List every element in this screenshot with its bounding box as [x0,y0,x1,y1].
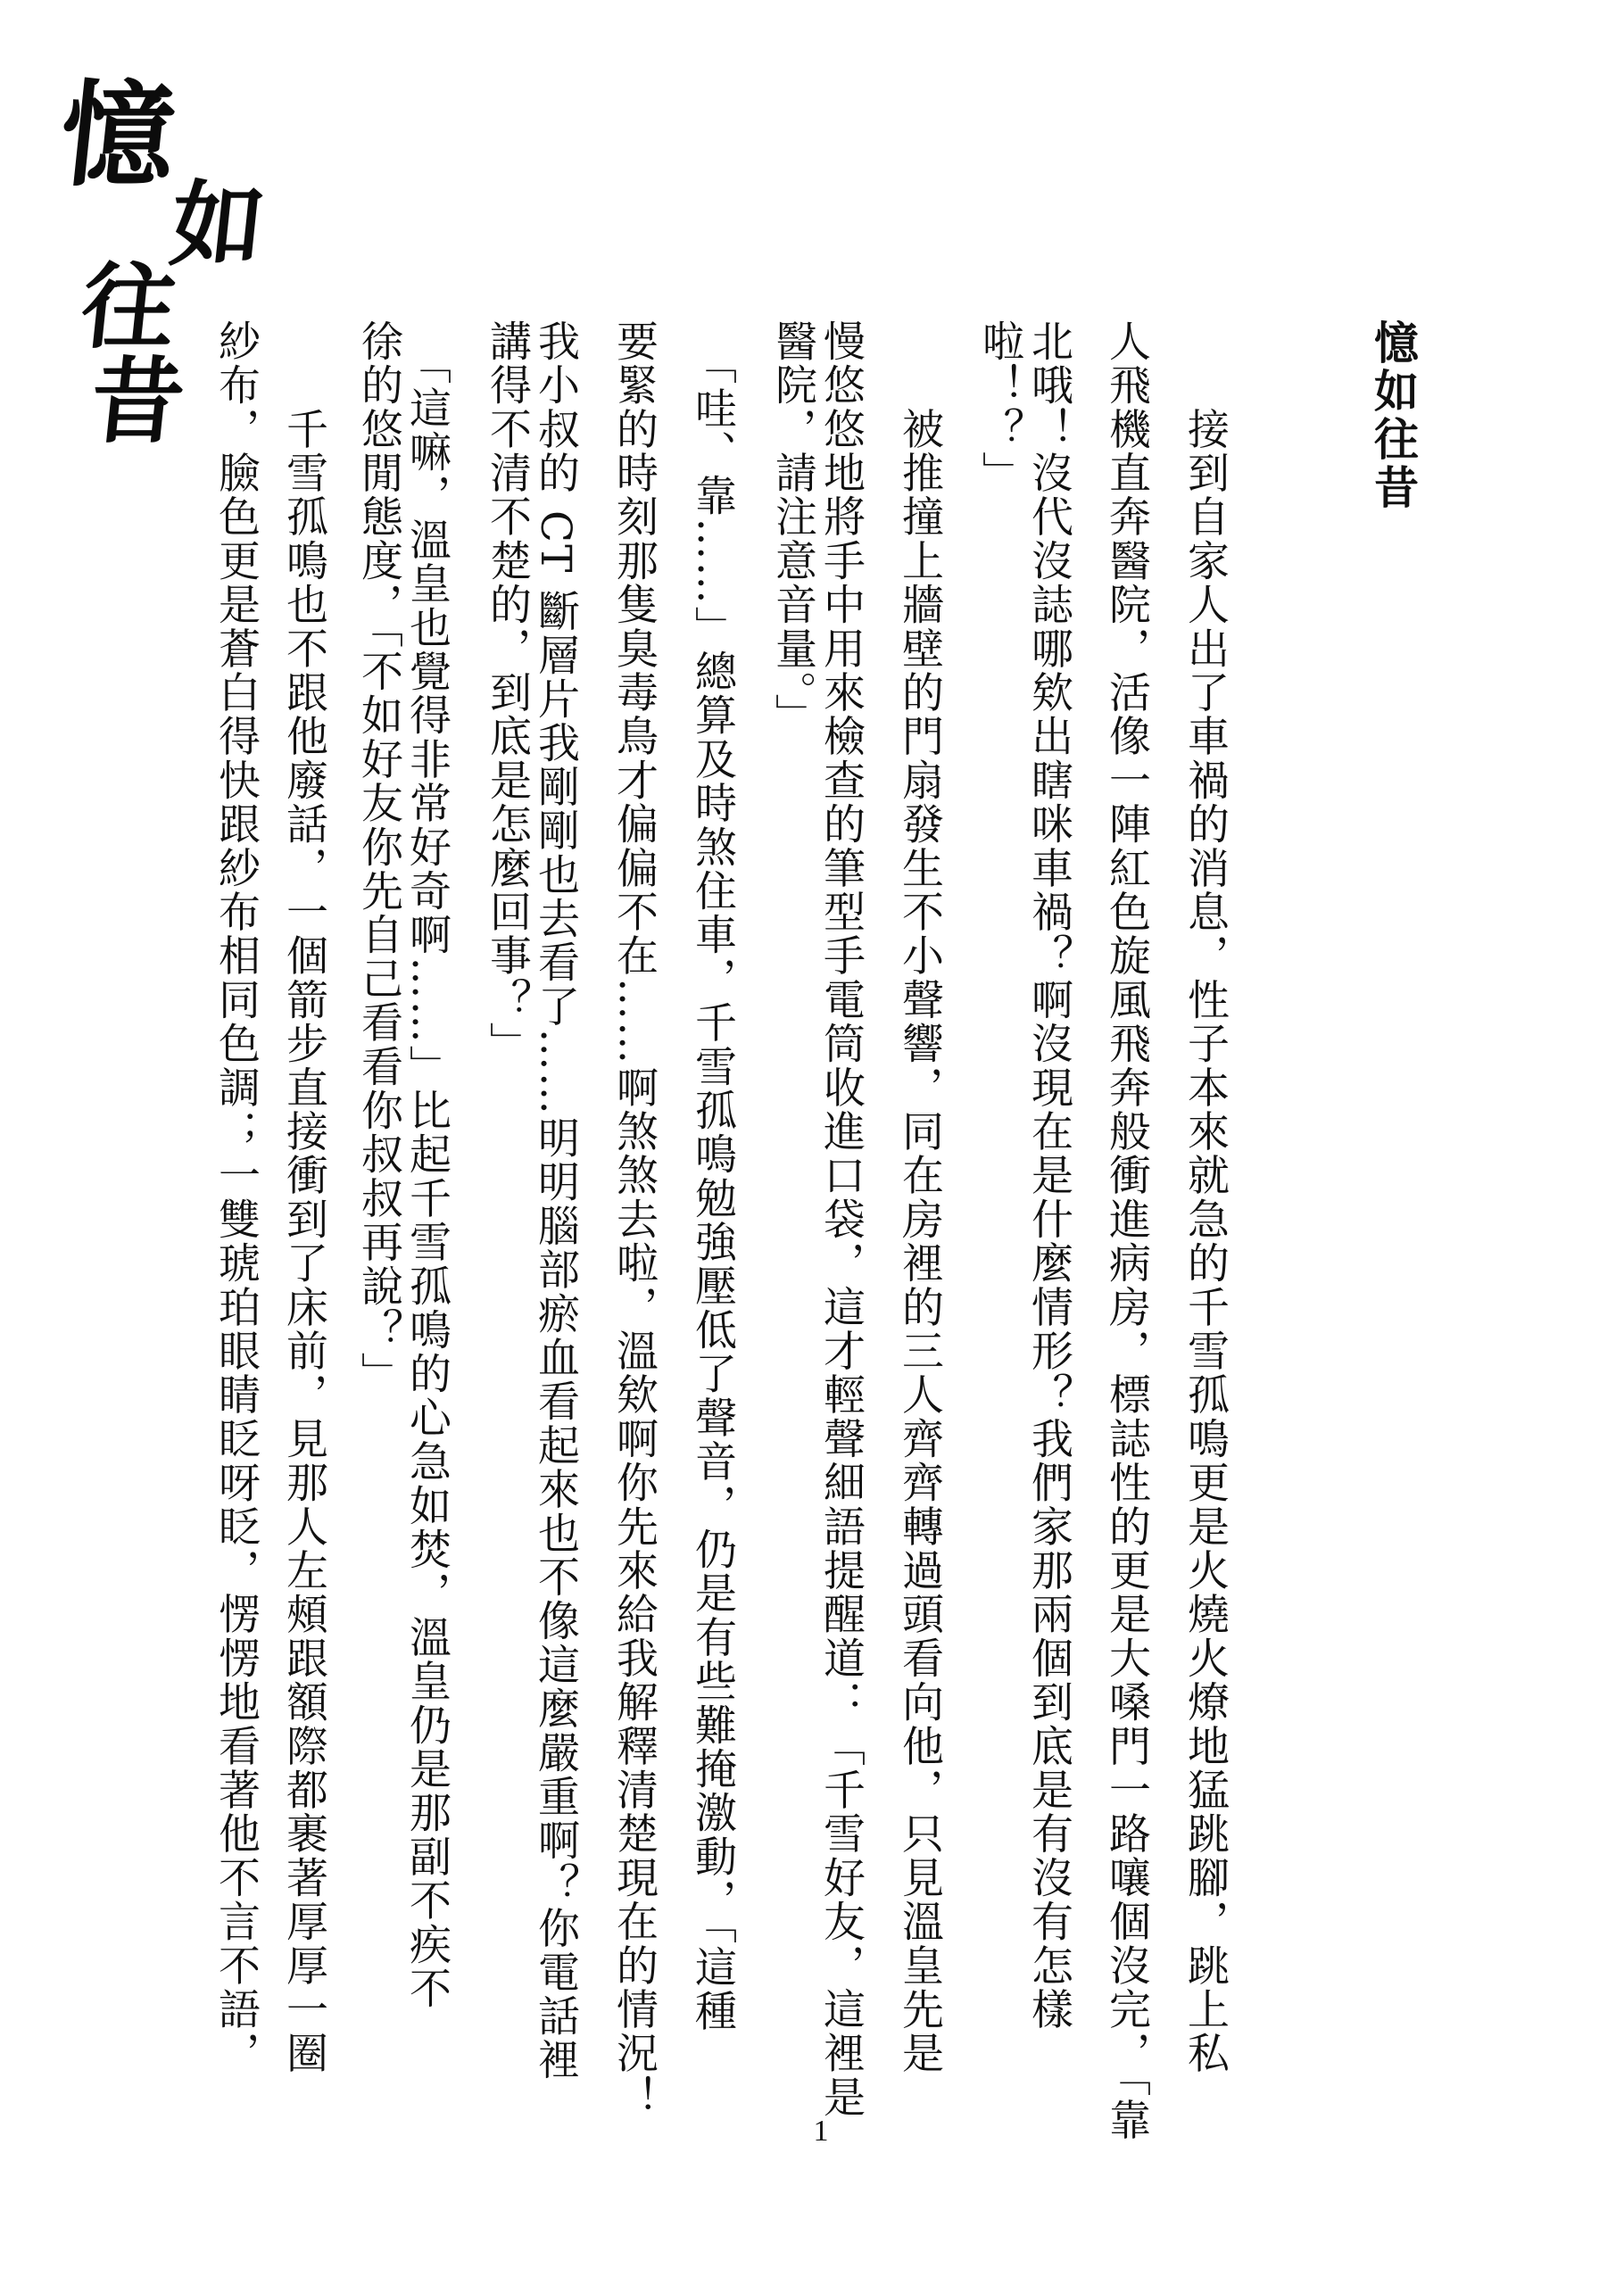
text-column: 紗布，臉色更是蒼白得快跟紗布相同色調；一雙琥珀眼睛眨呀眨，愣愣地看著他不言不語， [211,319,261,2075]
text-column: 徐的悠閒態度，「不如好友你先自己看看你叔叔再說？」 [354,319,403,1396]
chapter-title: 憶如往昔 [1367,319,1420,512]
text-column: 「這嘛，溫皇也覺得非常好奇啊……」比起千雪孤鳴的心急如焚，溫皇仍是那副不疾不 [402,319,452,2011]
text-column: 人飛機直奔醫院，活像一陣紅色旋風飛奔般衝進病房，標誌性的更是大嗓門一路嚷個沒完，「靠 [1102,319,1151,2142]
text-column: 北哦！沒代沒誌哪欸出瞎咪車禍？啊沒現在是什麼情形？我們家那兩個到底是有沒有怎樣 [1024,319,1073,2032]
text-column: 醫院，請注意音量。」 [768,319,817,738]
page-number: 1 [813,2115,829,2148]
text-column: 被推撞上牆壁的門扇發生不小聲響，同在房裡的三人齊齊轉過頭看向他，只見溫皇先是 [895,319,944,2075]
text-column: 接到自家人出了車禍的消息，性子本來就急的千雪孤鳴更是火燒火燎地猛跳腳，跳上私 [1181,319,1230,2075]
calligraphy-title-char: 憶 [54,69,182,203]
text-column: 啦！？」 [975,319,1024,495]
calligraphy-title-char: 往 [76,252,181,361]
calligraphy-title-char: 昔 [85,346,190,456]
text-column: 要緊的時刻那隻臭毒鳥才偏偏不在……啊煞煞去啦，溫欸啊你先來給我解釋清楚現在的情況！ [609,319,659,2120]
text-column: 慢悠悠地將手中用來檢查的筆型手電筒收進口袋，這才輕聲細語提醒道：「千雪好友，這裡是 [816,319,866,2120]
calligraphy-title-char: 如 [165,170,270,279]
text-column: 我小叔的 CT 斷層片我剛剛也去看了……明明腦部瘀血看起來也不像這麼嚴重啊？你電話裡 [531,319,580,2082]
text-column: 「哇、靠……」總算及時煞住車，千雪孤鳴勉強壓低了聲音，仍是有些難掩激動，「這種 [688,319,737,2033]
text-column: 千雪孤鳴也不跟他廢話，一個箭步直接衝到了床前，見那人左頰跟額際都裹著厚厚一圈 [279,319,328,2075]
text-column: 講得不清不楚的，到底是怎麼回事？」 [483,319,532,1066]
